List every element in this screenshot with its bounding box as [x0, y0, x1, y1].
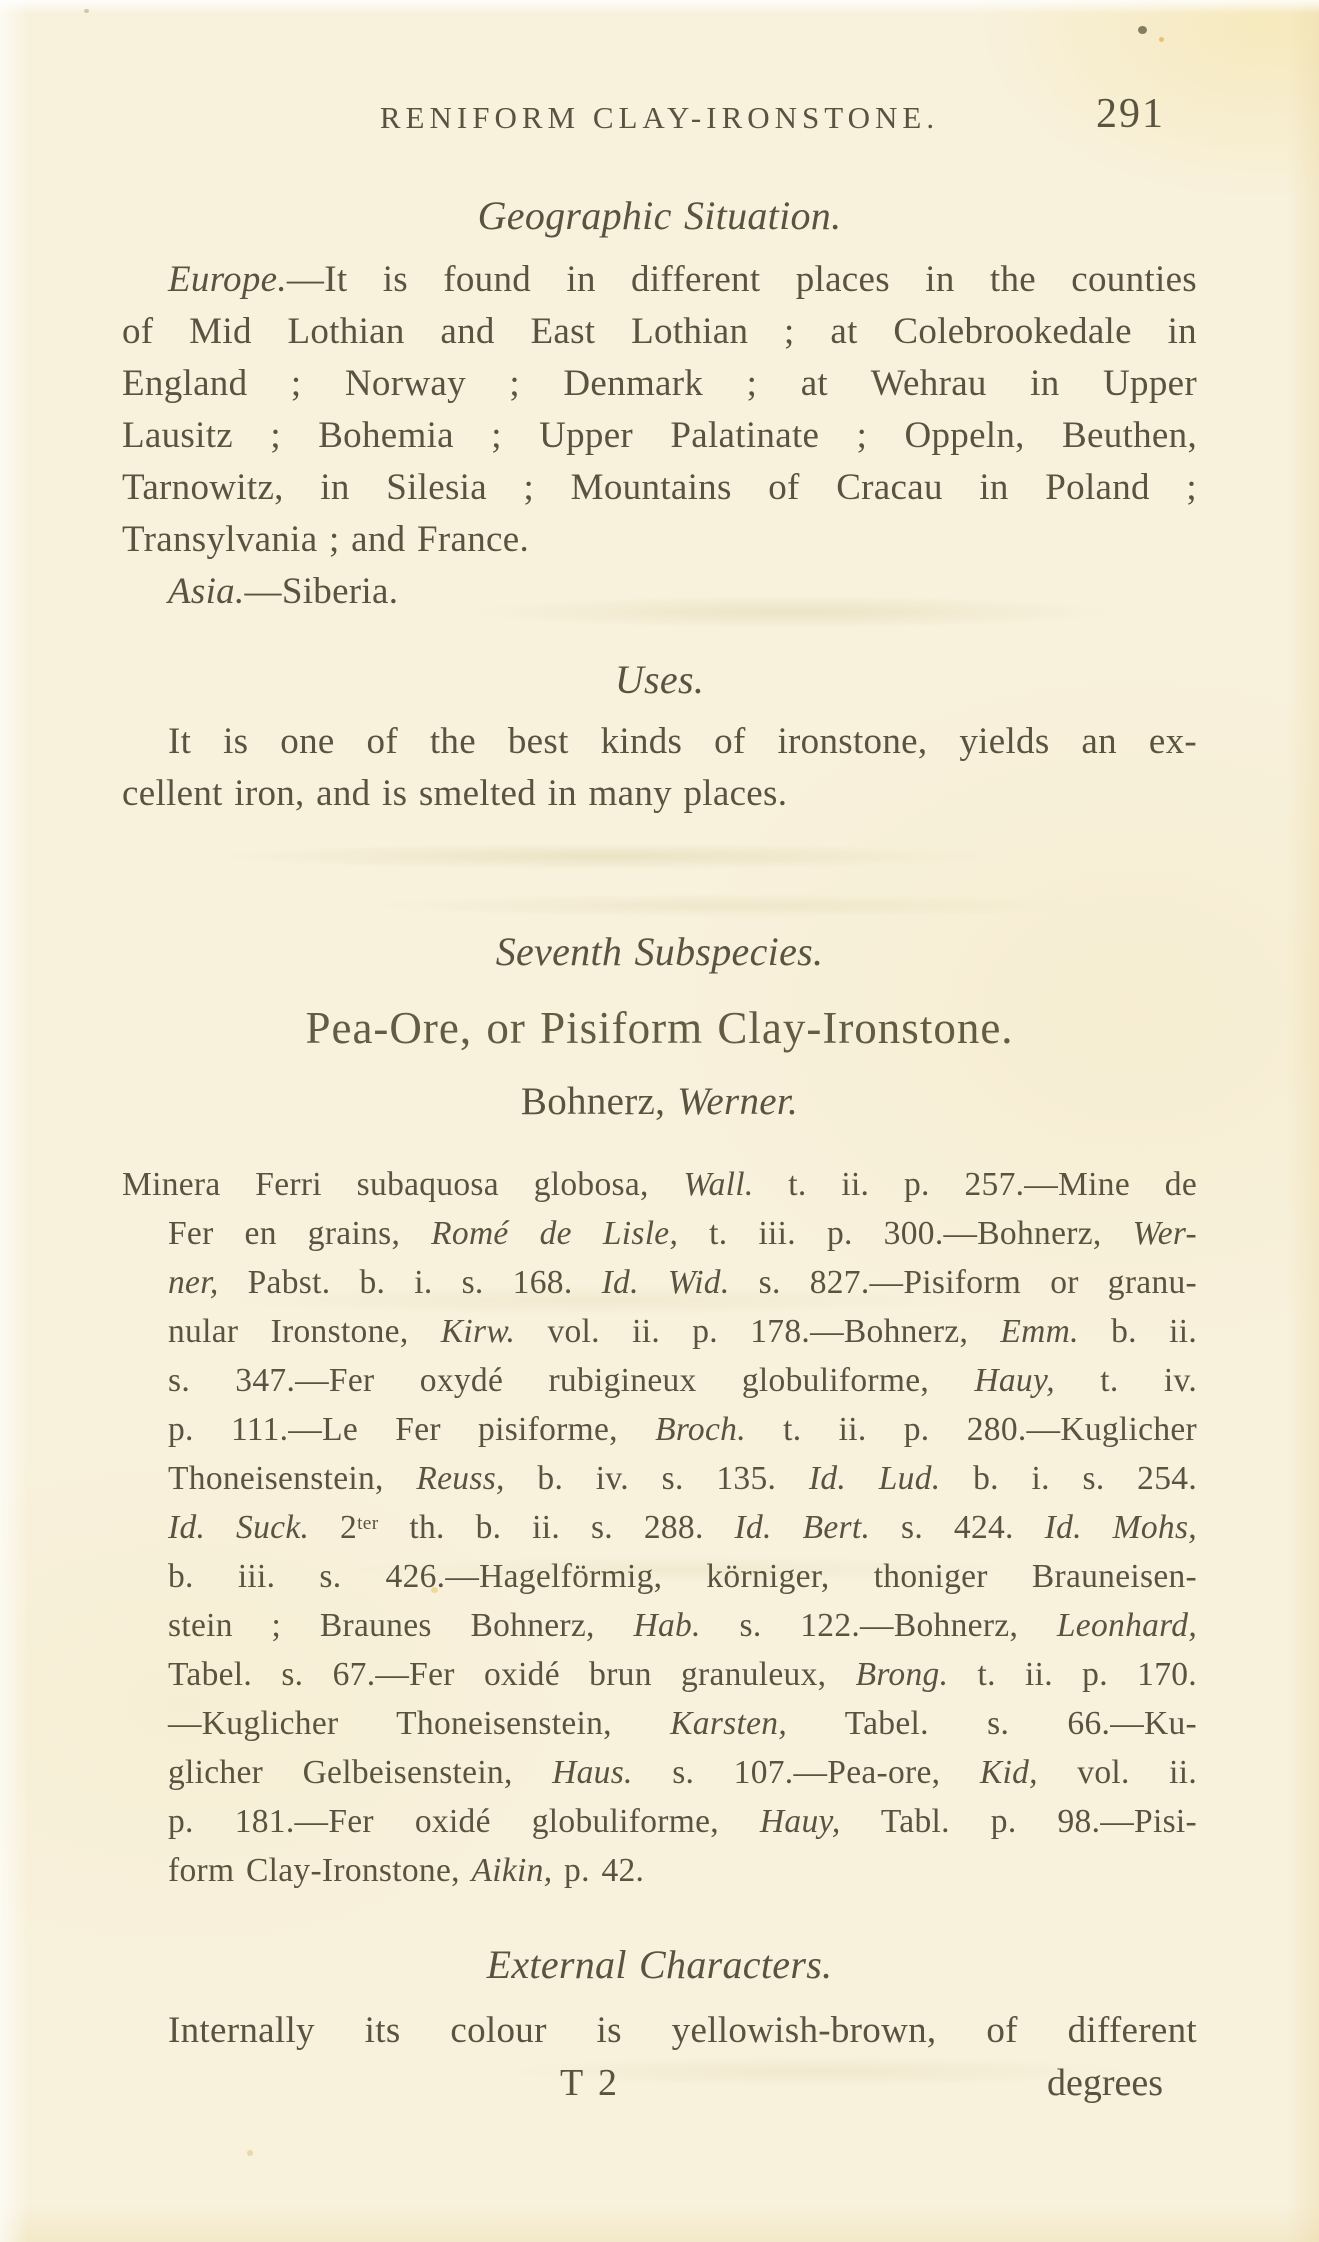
text-line — [122, 1454, 1197, 1503]
page-header — [122, 91, 1197, 140]
text-line — [122, 1258, 1197, 1307]
text-line — [122, 926, 1197, 978]
text-segment: cellent iron, and is smelted in many places. — [122, 773, 788, 814]
italic-text: Hauy, — [759, 1803, 841, 1840]
italic-text: Leonhard, — [1056, 1607, 1197, 1644]
italic-text: Kirw. — [440, 1313, 516, 1350]
text-segment: Minera Ferri subaquosa globosa, — [122, 1166, 684, 1203]
text-line — [122, 1846, 1197, 1895]
text-segment: p. 42. — [552, 1852, 645, 1889]
text-segment: t. ii. p. 257.—Mine de — [753, 1166, 1197, 1203]
text-segment: Fer en grains, — [168, 1215, 432, 1252]
text-segment: s. 827.—Pisiform or granu- — [729, 1264, 1198, 1301]
page-blocks — [122, 190, 1197, 2057]
text-segment: Internally its colour is yellowish-brown, of different — [168, 2010, 1197, 2051]
text-segment: Lausitz ; Bohemia ; Upper Palatinate ; Oppeln, Beuthen, — [122, 415, 1197, 456]
text-line — [122, 462, 1197, 514]
text-line — [122, 358, 1197, 410]
text-line — [122, 1209, 1197, 1258]
synonymy-citations — [122, 1160, 1197, 1895]
text-line — [122, 566, 1197, 618]
text-line — [122, 1552, 1197, 1601]
text-line — [122, 1748, 1197, 1797]
italic-text: Asia. — [168, 571, 245, 612]
text-segment: s. 107.—Pea-ore, — [632, 1754, 980, 1791]
text-segment: 2 — [309, 1509, 358, 1546]
italic-text: Hauy, — [974, 1362, 1055, 1399]
text-line — [122, 1002, 1197, 1054]
text-line — [122, 190, 1197, 242]
text-segment: Geographic Situation. — [477, 193, 842, 238]
text-segment: —Siberia. — [244, 571, 399, 612]
text-segment: —It is found in different places in the counties — [286, 259, 1197, 300]
signature-mark: T 2 — [560, 2062, 621, 2104]
text-segment: glicher Gelbeisenstein, — [168, 1754, 553, 1791]
text-segment: t. ii. p. 280.—Kuglicher — [745, 1411, 1197, 1448]
seventh-subspecies-heading — [122, 926, 1197, 978]
text-line — [122, 1939, 1197, 1991]
text-segment: nular Ironstone, — [168, 1313, 441, 1350]
italic-text: Kid, — [979, 1754, 1038, 1791]
text-line — [122, 1699, 1197, 1748]
paper-speck — [84, 9, 89, 13]
text-line — [122, 254, 1197, 306]
text-line — [122, 1356, 1197, 1405]
text-line — [122, 1405, 1197, 1454]
uses-paragraph — [122, 716, 1197, 820]
uses-heading — [122, 654, 1197, 706]
italic-text: Romé de Lisle, — [431, 1215, 679, 1252]
italic-text: Emm. — [1000, 1313, 1079, 1350]
text-line — [122, 716, 1197, 768]
text-segment: b. iii. s. 426.—Hagelförmig, körniger, thoniger Brauneisen- — [168, 1558, 1197, 1595]
text-segment: Transylvania ; and France. — [122, 519, 530, 560]
italic-text: Id. Lud. — [808, 1460, 941, 1497]
italic-text: Hab. — [633, 1607, 701, 1644]
page-number: 291 — [1096, 91, 1165, 137]
text-segment: p. 181.—Fer oxidé globuliforme, — [168, 1803, 760, 1840]
text-segment: Tarnowitz, in Silesia ; Mountains of Cracau in Poland ; — [122, 467, 1197, 508]
text-line — [122, 1601, 1197, 1650]
text-line — [122, 2005, 1197, 2057]
text-segment: s. 424. — [870, 1509, 1045, 1546]
text-segment: Uses. — [614, 657, 705, 702]
text-line — [122, 768, 1197, 820]
text-segment: Tabel. s. 66.—Ku- — [787, 1705, 1197, 1742]
paper-speck — [247, 2150, 253, 2156]
text-line — [122, 654, 1197, 706]
text-segment: External Characters. — [486, 1942, 833, 1987]
text-segment: —Kuglicher Thoneisenstein, — [168, 1705, 671, 1742]
asia-paragraph — [122, 566, 1197, 618]
italic-text: Karsten, — [670, 1705, 788, 1742]
italic-text: ner, — [168, 1264, 219, 1301]
text-segment: stein ; Braunes Bohnerz, — [168, 1607, 634, 1644]
italic-text: Id. Suck. — [168, 1509, 310, 1546]
text-segment: b. i. s. 254. — [940, 1460, 1198, 1497]
text-segment: Pabst. b. i. s. 168. — [218, 1264, 602, 1301]
italic-text: Werner. — [677, 1080, 799, 1123]
italic-text: Haus. — [552, 1754, 633, 1791]
europe-paragraph — [122, 254, 1197, 566]
text-segment: Bohnerz, — [520, 1080, 678, 1123]
bohnerz-heading — [122, 1076, 1197, 1128]
superscript-text: ter — [357, 1513, 379, 1534]
text-segment: Tabel. s. 67.—Fer oxidé brun granuleux, — [168, 1656, 856, 1693]
italic-text: Europe. — [168, 259, 287, 300]
text-line — [122, 1076, 1197, 1128]
italic-text: Broch. — [655, 1411, 746, 1448]
text-segment: Pea-Ore, or Pisiform Clay-Ironstone. — [305, 1003, 1014, 1053]
italic-text: Reuss, — [416, 1460, 505, 1497]
text-line — [122, 1650, 1197, 1699]
text-line — [122, 306, 1197, 358]
geographic-situation-heading — [122, 190, 1197, 242]
text-line — [122, 1797, 1197, 1846]
text-segment: vol. ii. — [1037, 1754, 1197, 1791]
pea-ore-heading — [122, 1002, 1197, 1054]
text-line — [122, 514, 1197, 566]
text-segment: England ; Norway ; Denmark ; at Wehrau in Upper — [122, 363, 1197, 404]
text-segment: t. iv. — [1054, 1362, 1197, 1399]
text-segment: vol. ii. p. 178.—Bohnerz, — [515, 1313, 1001, 1350]
page-footer — [122, 2061, 1197, 2115]
text-segment: b. iv. s. 135. — [504, 1460, 809, 1497]
catchword: degrees — [1046, 2062, 1163, 2104]
italic-text: Id. Wid. — [601, 1264, 730, 1301]
text-segment: t. iii. p. 300.—Bohnerz, — [678, 1215, 1133, 1252]
text-segment: s. 122.—Bohnerz, — [700, 1607, 1057, 1644]
internally-paragraph — [122, 2005, 1197, 2057]
text-segment: It is one of the best kinds of ironstone, yields an ex- — [168, 721, 1197, 762]
text-segment: form Clay-Ironstone, — [168, 1852, 472, 1889]
text-line — [122, 410, 1197, 462]
external-characters-heading — [122, 1939, 1197, 1991]
text-line — [122, 1503, 1197, 1552]
italic-text: Id. Mohs, — [1044, 1509, 1197, 1546]
text-segment: Tabl. p. 98.—Pisi- — [840, 1803, 1197, 1840]
text-line — [122, 1160, 1197, 1209]
text-segment: t. ii. p. 170. — [948, 1656, 1197, 1693]
text-line — [122, 1307, 1197, 1356]
italic-text: Wer- — [1132, 1215, 1197, 1252]
text-segment: p. 111.—Le Fer pisiforme, — [168, 1411, 656, 1448]
italic-text: Aikin, — [471, 1852, 553, 1889]
running-title: RENIFORM CLAY-IRONSTONE. — [379, 100, 940, 135]
italic-text: Id. Bert. — [734, 1509, 871, 1546]
text-segment: th. b. ii. s. 288. — [378, 1509, 735, 1546]
italic-text: Wall. — [683, 1166, 754, 1203]
text-segment: Seventh Subspecies. — [495, 929, 824, 974]
text-segment: Thoneisenstein, — [168, 1460, 417, 1497]
text-column — [122, 0, 1197, 2115]
text-segment: b. ii. — [1078, 1313, 1197, 1350]
text-segment: of Mid Lothian and East Lothian ; at Colebrookedale in — [122, 311, 1197, 352]
text-segment: s. 347.—Fer oxydé rubigineux globuliforme, — [168, 1362, 975, 1399]
italic-text: Brong. — [855, 1656, 949, 1693]
